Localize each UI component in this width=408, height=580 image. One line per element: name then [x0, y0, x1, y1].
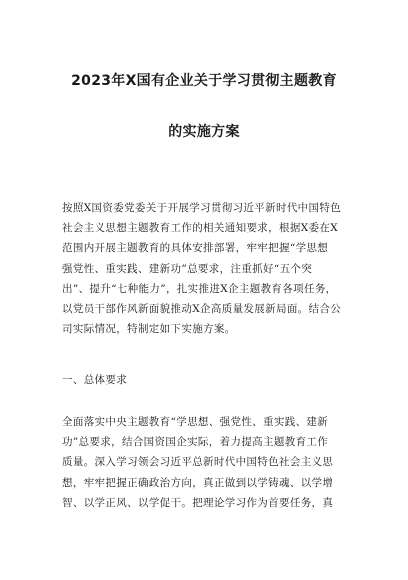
paragraph-line: 以党员干部作风新面貌推动X企高质量发展新局面。结合公: [62, 303, 342, 316]
paragraph-line: 全面落实中央主题教育“学思想、强党性、重实践、建新: [62, 416, 329, 428]
document-title-line-2: 的实施方案: [168, 124, 240, 140]
paragraph-line: 按照X国资委党委关于开展学习贯彻习近平新时代中国特色: [62, 202, 342, 214]
section-heading: 一、总体要求: [62, 374, 128, 386]
paragraph-line: 强党性、重实践、建新功”总要求，注重抓好“五个突: [62, 262, 313, 275]
body-paragraph: [62, 412, 352, 513]
paragraph-line: 智、以学正风、以学促干。把理论学习作为首要任务，真: [62, 496, 334, 509]
paragraph-line: 社会主义思想主题教育工作的相关通知要求，根据X委在X: [62, 222, 339, 235]
paragraph-line: 出”、提升“七种能力”，扎实推进X企主题教育各项任务，: [62, 282, 337, 295]
intro-paragraph: [62, 198, 352, 339]
document-title-line-1: 2023年X国有企业关于学习贯彻主题教育: [71, 73, 337, 89]
paragraph-line: 想，牢牢把握正确政治方向，真正做到以学铸魂、以学增: [62, 476, 334, 489]
paragraph-line: 功”总要求，结合国资国企实际，着力提高主题教育工作: [62, 436, 329, 449]
paragraph-line: 范围内开展主题教育的具体安排部署，牢牢把握“学思想: [62, 242, 329, 255]
paragraph-line: 司实际情况，特制定如下实施方案。: [62, 323, 236, 336]
paragraph-line: 质量。深入学习领会习近平总新时代中国特色社会主义思: [62, 456, 334, 469]
